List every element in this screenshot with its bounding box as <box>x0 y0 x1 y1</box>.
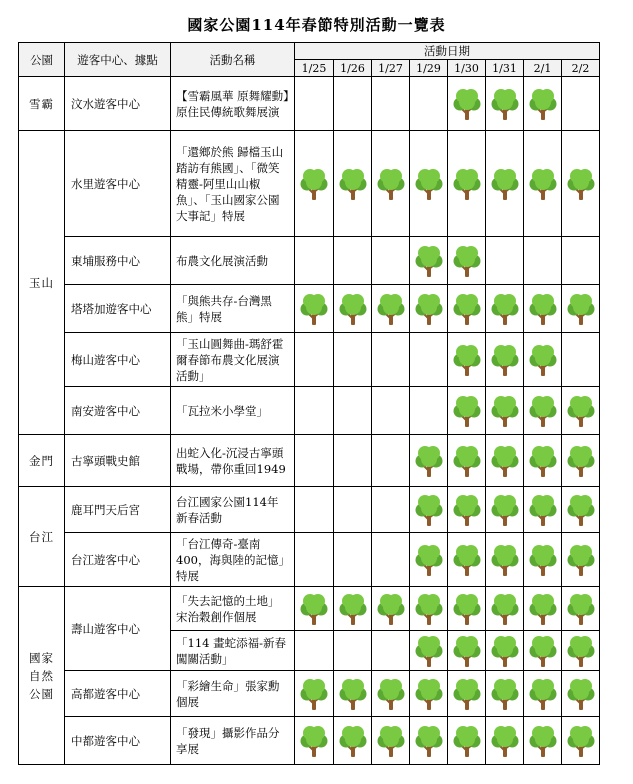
date-cell <box>562 631 600 671</box>
date-cell <box>486 333 524 387</box>
date-cell <box>448 671 486 717</box>
tree-icon <box>528 343 558 377</box>
park-name: 玉山 <box>19 131 65 435</box>
date-cell <box>524 435 562 487</box>
date-cell <box>448 387 486 435</box>
tree-icon <box>376 724 406 758</box>
date-cell <box>372 387 410 435</box>
tree-icon <box>414 634 444 668</box>
date-cell <box>295 435 334 487</box>
date-cell <box>486 533 524 587</box>
tree-icon <box>414 724 444 758</box>
tree-icon <box>299 292 329 326</box>
tree-icon <box>566 634 596 668</box>
header-park: 公園 <box>19 43 65 77</box>
date-cell <box>524 237 562 285</box>
tree-icon <box>338 724 368 758</box>
date-cell <box>295 631 334 671</box>
date-cell <box>410 131 448 237</box>
date-cell <box>562 533 600 587</box>
date-header-1-25: 1/25 <box>295 60 334 77</box>
tree-icon <box>376 167 406 201</box>
tree-icon <box>528 87 558 121</box>
tree-icon <box>528 677 558 711</box>
park-name: 台江 <box>19 487 65 587</box>
date-cell <box>295 533 334 587</box>
date-cell <box>448 587 486 631</box>
date-cell <box>334 237 372 285</box>
tree-icon <box>414 543 444 577</box>
tree-icon <box>338 677 368 711</box>
tree-icon <box>452 444 482 478</box>
activity-name: 出蛇入化-沉浸古寧頭戰場，帶你重回1949 <box>171 435 295 487</box>
date-cell <box>410 77 448 131</box>
activity-name: 「台江傳奇-臺南400，海與陸的記憶」特展 <box>171 533 295 587</box>
date-cell <box>562 587 600 631</box>
tree-icon <box>414 493 444 527</box>
visitor-center-name: 古寧頭戰史館 <box>65 435 171 487</box>
visitor-center-name: 台江遊客中心 <box>65 533 171 587</box>
date-cell <box>410 533 448 587</box>
tree-icon <box>452 634 482 668</box>
park-name: 金門 <box>19 435 65 487</box>
tree-icon <box>414 677 444 711</box>
date-header-2-1: 2/1 <box>524 60 562 77</box>
tree-icon <box>452 493 482 527</box>
table-row <box>19 333 600 387</box>
date-cell <box>486 285 524 333</box>
date-cell <box>334 333 372 387</box>
tree-icon <box>299 167 329 201</box>
date-cell <box>372 487 410 533</box>
date-cell <box>372 631 410 671</box>
date-cell <box>524 333 562 387</box>
date-cell <box>372 285 410 333</box>
date-cell <box>524 131 562 237</box>
date-cell <box>410 487 448 533</box>
date-cell <box>372 587 410 631</box>
date-cell <box>372 533 410 587</box>
date-cell <box>410 587 448 631</box>
tree-icon <box>490 724 520 758</box>
activity-name: 「發現」攝影作品分享展 <box>171 717 295 765</box>
date-cell <box>486 131 524 237</box>
date-cell <box>524 631 562 671</box>
visitor-center-name: 塔塔加遊客中心 <box>65 285 171 333</box>
date-cell <box>410 237 448 285</box>
tree-icon <box>452 394 482 428</box>
date-header-2-2: 2/2 <box>562 60 600 77</box>
date-cell <box>562 671 600 717</box>
visitor-center-name: 汶水遊客中心 <box>65 77 171 131</box>
date-cell <box>295 77 334 131</box>
date-header-1-27: 1/27 <box>372 60 410 77</box>
date-cell <box>295 717 334 765</box>
date-cell <box>295 487 334 533</box>
date-cell <box>372 131 410 237</box>
tree-icon <box>490 343 520 377</box>
header-date-group: 活動日期 <box>295 43 600 60</box>
tree-icon <box>299 724 329 758</box>
date-cell <box>410 631 448 671</box>
date-cell <box>295 285 334 333</box>
tree-icon <box>452 292 482 326</box>
date-cell <box>410 285 448 333</box>
date-cell <box>524 587 562 631</box>
tree-icon <box>452 543 482 577</box>
visitor-center-name: 鹿耳門天后宮 <box>65 487 171 533</box>
date-header-1-29: 1/29 <box>410 60 448 77</box>
activity-name: 「還鄉於熊 歸檔玉山 踏訪有熊國」、「微笑精靈-阿里山山椒魚」、「玉山國家公園大事記」特展 <box>171 131 295 237</box>
header-activity: 活動名稱 <box>171 43 295 77</box>
tree-icon <box>566 292 596 326</box>
date-cell <box>524 387 562 435</box>
visitor-center-name: 壽山遊客中心 <box>65 587 171 671</box>
date-cell <box>486 435 524 487</box>
tree-icon <box>452 724 482 758</box>
date-cell <box>486 487 524 533</box>
tree-icon <box>528 167 558 201</box>
date-cell <box>562 435 600 487</box>
visitor-center-name: 水里遊客中心 <box>65 131 171 237</box>
date-cell <box>334 717 372 765</box>
activity-name: 「玉山圓舞曲-瑪舒霍爾春節布農文化展演活動」 <box>171 333 295 387</box>
date-cell <box>372 333 410 387</box>
activity-name: 「失去記憶的土地」宋治穀創作個展 <box>171 587 295 631</box>
tree-icon <box>528 592 558 626</box>
date-cell <box>334 671 372 717</box>
activity-name: 「瓦拉米小學堂」 <box>171 387 295 435</box>
date-cell <box>410 387 448 435</box>
tree-icon <box>566 724 596 758</box>
date-cell <box>448 131 486 237</box>
tree-icon <box>414 592 444 626</box>
date-cell <box>295 131 334 237</box>
date-cell <box>372 77 410 131</box>
date-cell <box>448 631 486 671</box>
tree-icon <box>376 292 406 326</box>
tree-icon <box>490 167 520 201</box>
tree-icon <box>528 543 558 577</box>
tree-icon <box>414 167 444 201</box>
date-cell <box>562 131 600 237</box>
tree-icon <box>490 292 520 326</box>
table-row <box>19 77 600 131</box>
table-row <box>19 671 600 717</box>
table-row <box>19 131 600 237</box>
date-cell <box>486 671 524 717</box>
date-cell <box>562 487 600 533</box>
table-row <box>19 487 600 533</box>
date-cell <box>524 671 562 717</box>
table-body <box>19 77 600 765</box>
date-cell <box>524 533 562 587</box>
table-row <box>19 435 600 487</box>
date-cell <box>295 237 334 285</box>
park-name <box>19 587 65 765</box>
tree-icon <box>452 677 482 711</box>
date-cell <box>334 131 372 237</box>
tree-icon <box>490 493 520 527</box>
date-cell <box>562 387 600 435</box>
date-cell <box>448 435 486 487</box>
table-row <box>19 387 600 435</box>
tree-icon <box>338 292 368 326</box>
date-cell <box>486 77 524 131</box>
page-title: 國家公園114年春節特別活動一覽表 <box>187 16 446 34</box>
tree-icon <box>566 543 596 577</box>
visitor-center-name: 中都遊客中心 <box>65 717 171 765</box>
date-cell <box>334 435 372 487</box>
table-row <box>19 237 600 285</box>
date-cell <box>486 631 524 671</box>
date-cell <box>562 237 600 285</box>
date-cell <box>448 77 486 131</box>
tree-icon <box>566 592 596 626</box>
date-cell <box>334 487 372 533</box>
date-cell <box>372 435 410 487</box>
tree-icon <box>528 724 558 758</box>
tree-icon <box>452 87 482 121</box>
date-cell <box>448 333 486 387</box>
tree-icon <box>414 244 444 278</box>
date-cell <box>562 333 600 387</box>
activity-name: 「彩繪生命」張家勳個展 <box>171 671 295 717</box>
activity-name: 「與熊共存-台灣黑熊」特展 <box>171 285 295 333</box>
tree-icon <box>490 677 520 711</box>
activity-name: 台江國家公園114年新春活動 <box>171 487 295 533</box>
park-name-text: 國家自然公園 <box>28 650 54 701</box>
date-cell <box>562 77 600 131</box>
tree-icon <box>452 244 482 278</box>
tree-icon <box>528 394 558 428</box>
date-cell <box>448 487 486 533</box>
tree-icon <box>490 394 520 428</box>
date-cell <box>372 717 410 765</box>
date-cell <box>486 587 524 631</box>
date-cell <box>295 587 334 631</box>
activity-table <box>18 42 600 765</box>
date-header-1-31: 1/31 <box>486 60 524 77</box>
tree-icon <box>490 444 520 478</box>
date-cell <box>562 717 600 765</box>
tree-icon <box>452 343 482 377</box>
tree-icon <box>452 592 482 626</box>
tree-icon <box>452 167 482 201</box>
table-row <box>19 587 600 631</box>
tree-icon <box>490 543 520 577</box>
date-cell <box>486 717 524 765</box>
tree-icon <box>299 592 329 626</box>
tree-icon <box>528 634 558 668</box>
tree-icon <box>566 493 596 527</box>
tree-icon <box>566 394 596 428</box>
date-cell <box>372 237 410 285</box>
date-cell <box>448 717 486 765</box>
tree-icon <box>566 444 596 478</box>
table-row <box>19 533 600 587</box>
tree-icon <box>490 87 520 121</box>
tree-icon <box>528 444 558 478</box>
tree-icon <box>528 292 558 326</box>
activity-name: 布農文化展演活動 <box>171 237 295 285</box>
tree-icon <box>338 167 368 201</box>
date-cell <box>562 285 600 333</box>
tree-icon <box>566 167 596 201</box>
date-cell <box>334 587 372 631</box>
tree-icon <box>490 592 520 626</box>
table-row <box>19 717 600 765</box>
activity-name: 【雪霸風華 原舞耀動】原住民傳統歌舞展演 <box>171 77 295 131</box>
visitor-center-name: 南安遊客中心 <box>65 387 171 435</box>
date-cell <box>334 285 372 333</box>
date-cell <box>486 237 524 285</box>
date-cell <box>295 333 334 387</box>
tree-icon <box>566 677 596 711</box>
date-cell <box>448 533 486 587</box>
date-cell <box>334 533 372 587</box>
tree-icon <box>376 592 406 626</box>
date-cell <box>410 671 448 717</box>
date-cell <box>410 717 448 765</box>
date-cell <box>334 387 372 435</box>
date-cell <box>295 671 334 717</box>
tree-icon <box>338 592 368 626</box>
date-cell <box>524 285 562 333</box>
date-cell <box>410 333 448 387</box>
tree-icon <box>414 444 444 478</box>
date-cell <box>486 387 524 435</box>
date-cell <box>524 487 562 533</box>
tree-icon <box>528 493 558 527</box>
visitor-center-name: 東埔服務中心 <box>65 237 171 285</box>
table-row <box>19 285 600 333</box>
date-cell <box>372 671 410 717</box>
activity-name: 「114 畫蛇添福-新春闖關活動」 <box>171 631 295 671</box>
date-header-1-30: 1/30 <box>448 60 486 77</box>
tree-icon <box>299 677 329 711</box>
date-cell <box>334 77 372 131</box>
date-cell <box>448 237 486 285</box>
visitor-center-name: 高都遊客中心 <box>65 671 171 717</box>
date-cell <box>448 285 486 333</box>
date-cell <box>334 631 372 671</box>
tree-icon <box>490 634 520 668</box>
date-cell <box>524 717 562 765</box>
header-center: 遊客中心、據點 <box>65 43 171 77</box>
date-cell <box>524 77 562 131</box>
tree-icon <box>414 292 444 326</box>
date-header-1-26: 1/26 <box>334 60 372 77</box>
park-name: 雪霸 <box>19 77 65 131</box>
visitor-center-name: 梅山遊客中心 <box>65 333 171 387</box>
date-cell <box>295 387 334 435</box>
tree-icon <box>376 677 406 711</box>
date-cell <box>410 435 448 487</box>
